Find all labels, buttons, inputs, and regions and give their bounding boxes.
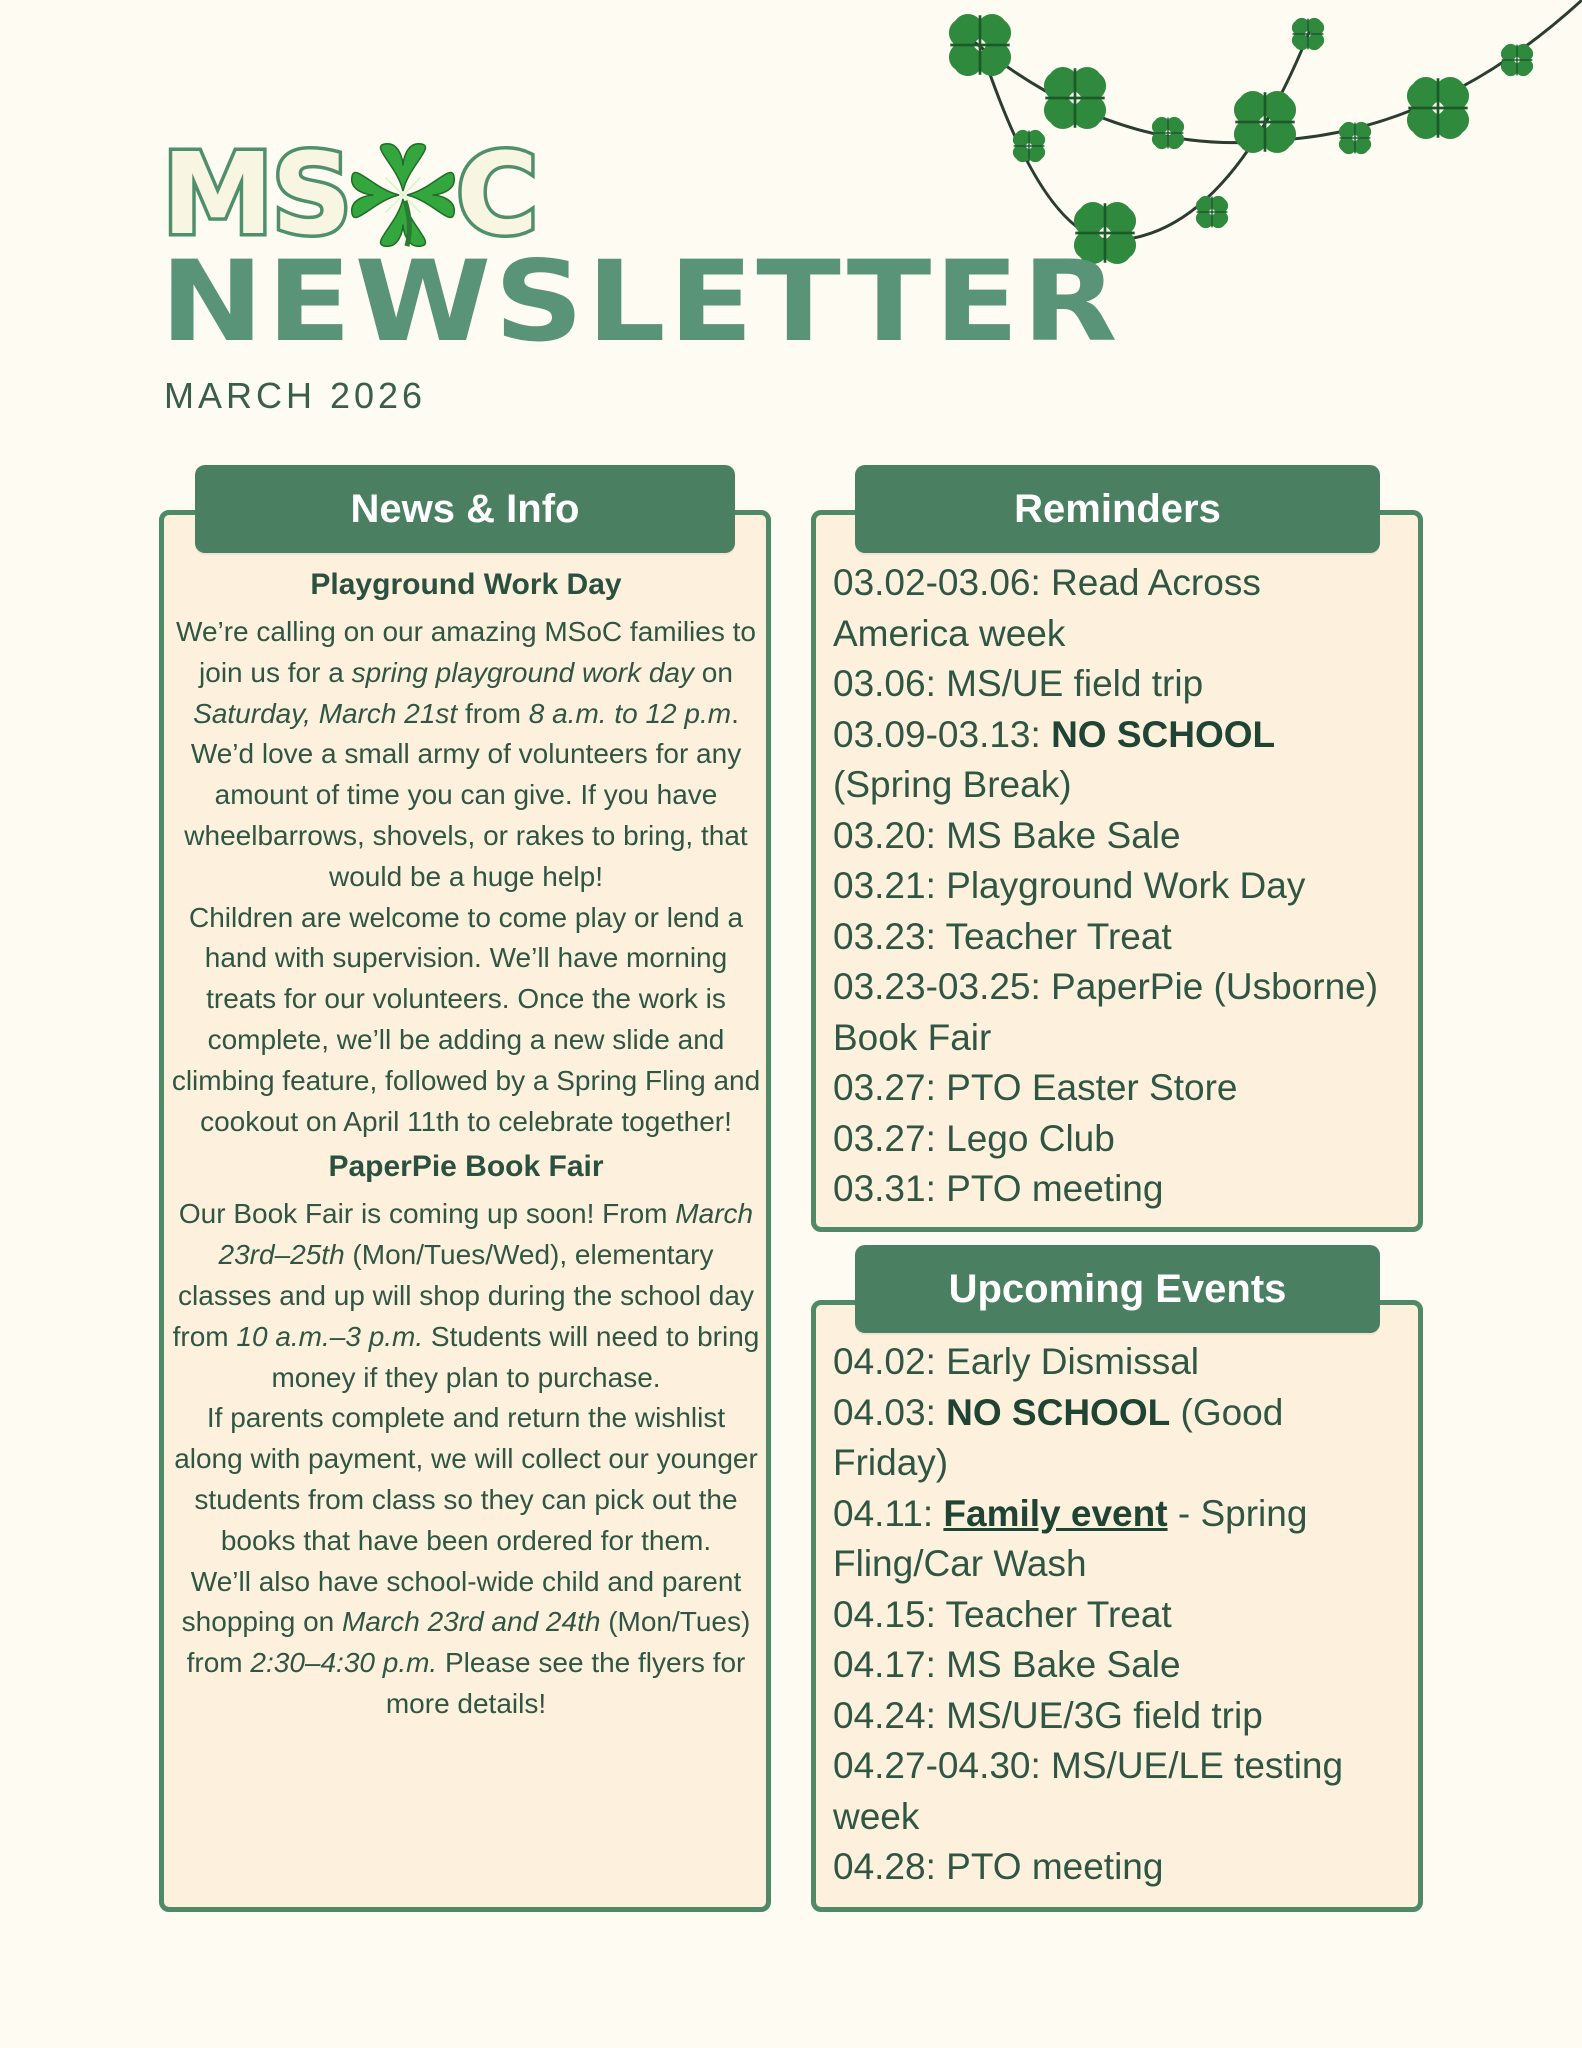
clover-icon <box>1234 91 1296 153</box>
news-body <box>170 560 762 1725</box>
section-heading-playground: Playground Work Day <box>310 568 622 601</box>
clover-icon <box>1407 77 1469 139</box>
list-item: 04.03: NO SCHOOL (Good Friday) <box>833 1391 1284 1483</box>
list-item: 04.15: Teacher Treat <box>833 1593 1172 1635</box>
list-item: 04.28: PTO meeting <box>833 1846 1164 1887</box>
playground-paragraph-1: We’re calling on our amazing MSoC families to join us for a spring playground work day on Saturday, March 21st from 8 a.m. to 12 p.m. We’d love a small army of volunteers for any amount of time you can give. If you have wheelbarrows, shovels, or rakes to bring, that would be a huge help! <box>176 616 756 892</box>
list-item: 03.02-03.06: Read Across America week <box>833 562 1261 654</box>
list-item: 03.06: MS/UE field trip <box>833 663 1204 704</box>
masthead-msoc <box>162 130 537 260</box>
list-item: 03.21: Playground Work Day <box>833 865 1306 906</box>
list-item: 03.23-03.25: PaperPie (Usborne) Book Fair <box>833 966 1379 1058</box>
clover-icon <box>1044 67 1106 129</box>
section-heading-bookfair: PaperPie Book Fair <box>328 1150 604 1184</box>
list-item: 04.02: Early Dismissal <box>833 1341 1200 1382</box>
list-item: 03.27: PTO Easter Store <box>833 1067 1238 1108</box>
clover-icon <box>949 14 1011 76</box>
family-event-link[interactable]: Family event <box>943 1492 1168 1534</box>
masthead-c: C <box>456 130 537 260</box>
clover-icon <box>1152 117 1184 149</box>
list-item: 04.11: Family event - Spring Fling/Car Wash <box>833 1492 1308 1584</box>
clover-icon <box>1196 196 1228 228</box>
news-tab-title: News & Info <box>195 465 735 553</box>
playground-paragraph-2: Children are welcome to come play or lend a hand with supervision. We’ll have morning treats for our volunteers. Once the work is complete, we’ll be adding a new slide and climbing feature, followed by a Spring Fling and cookout on April 11th to celebrate together! <box>171 901 761 1137</box>
reminders-list <box>833 558 1388 1215</box>
clover-icon <box>1013 130 1045 162</box>
bookfair-paragraph-2: If parents complete and return the wishlist along with payment, we will collect our younger students from class so they can pick out the books that have been ordered for them. <box>174 1402 758 1556</box>
events-list <box>833 1337 1388 1893</box>
list-item: 03.09-03.13: NO SCHOOL (Spring Break) <box>833 713 1276 805</box>
bookfair-paragraph-1: Our Book Fair is coming up soon! From March 23rd–25th (Mon/Tues/Wed), elementary classes and up will shop during the school day from 10 a.m.–3 p.m. Students will need to bring money if they plan to purchase. <box>172 1198 760 1393</box>
clover-icon <box>1292 18 1324 50</box>
list-item: 03.27: Lego Club <box>833 1117 1115 1159</box>
list-item: 04.24: MS/UE/3G field trip <box>833 1694 1263 1736</box>
issue-date: MARCH 2026 <box>164 375 427 416</box>
list-item: 03.23: Teacher Treat <box>833 915 1172 957</box>
events-tab-title: Upcoming Events <box>855 1245 1380 1333</box>
clover-icon <box>1501 44 1533 76</box>
bookfair-paragraph-3: We’ll also have school-wide child and parent shopping on March 23rd and 24th (Mon/Tues) from 2:30–4:30 p.m. Please see the flyers for more details! <box>181 1565 751 1719</box>
clover-icon <box>1339 122 1371 154</box>
list-item: 03.20: MS Bake Sale <box>833 814 1181 856</box>
list-item: 04.27-04.30: MS/UE/LE testing week <box>833 1745 1344 1837</box>
masthead-ms: MS <box>162 130 351 260</box>
list-item: 03.31: PTO meeting <box>833 1168 1164 1209</box>
masthead-newsletter: NEWSLETTER <box>160 237 1121 367</box>
list-item: 04.17: MS Bake Sale <box>833 1644 1181 1685</box>
reminders-tab-title: Reminders <box>855 465 1380 553</box>
